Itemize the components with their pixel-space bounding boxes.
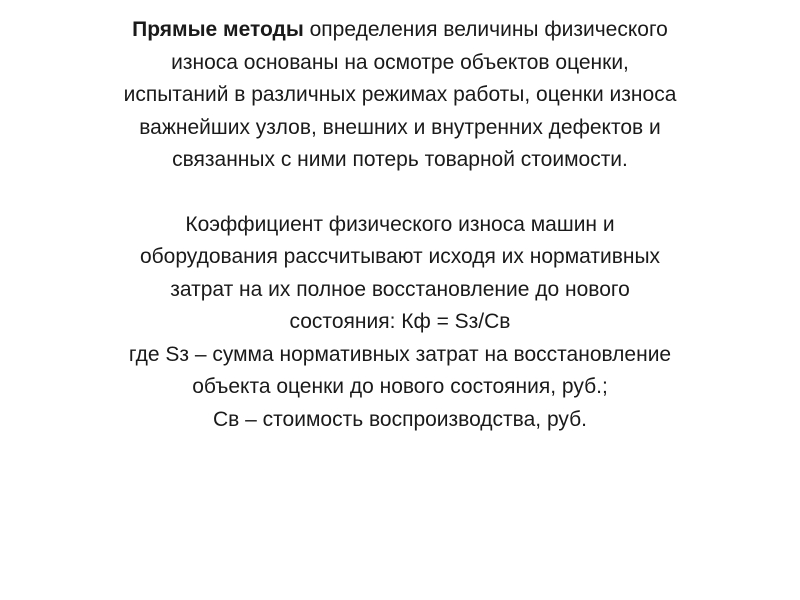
definition-line-2: объекта оценки до нового состояния, руб.;: [192, 375, 608, 398]
formula-paragraph: [40, 209, 760, 437]
formula-line-3: затрат на их полное восстановление до нового: [170, 277, 630, 301]
definition-line-3: Св – стоимость воспроизводства, руб.: [213, 407, 587, 431]
formula-line-4: состояния: Кф = Sз/Св: [289, 310, 511, 333]
paragraph-gap: [40, 177, 760, 209]
formula-line-1: Коэффициент физического износа машин и: [185, 212, 615, 236]
intro-line-5: связанных с ними потерь товарной стоимости.: [172, 148, 628, 171]
intro-line-2: износа основаны на осмотре объектов оценки,: [171, 50, 629, 74]
intro-line-1: [40, 14, 760, 47]
intro-line-1-text: определения величины физического: [303, 18, 668, 41]
intro-line-3: испытаний в различных режимах работы, оценки износа: [123, 83, 677, 106]
definition-line-1: где Sз – сумма нормативных затрат на восстановление: [128, 342, 672, 366]
intro-line-4: важнейших узлов, внешних и внутренних дефектов и: [139, 115, 661, 139]
bold-lead: Прямые методы: [132, 18, 304, 41]
formula-line-2: оборудования рассчитывают исходя их нормативных: [139, 245, 661, 268]
intro-paragraph: [40, 14, 760, 177]
